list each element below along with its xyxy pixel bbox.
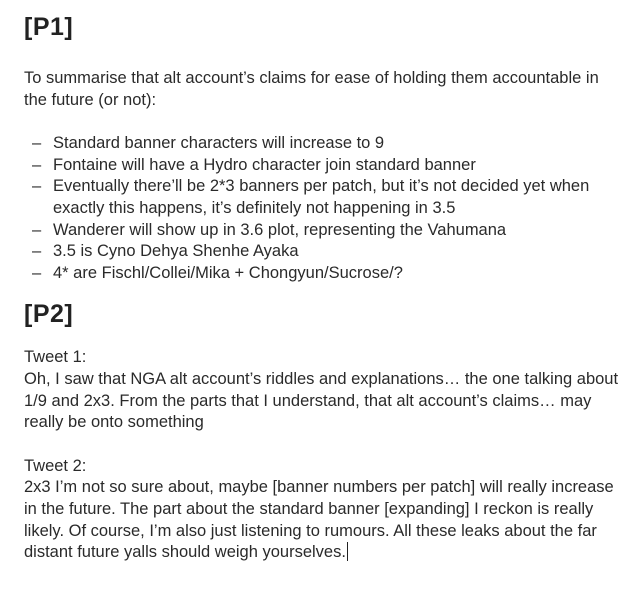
list-item: [24, 241, 614, 263]
list-item: [24, 176, 614, 219]
tweet-1-text: Oh, I saw that NGA alt account’s riddles and explanations… the one talking about 1/9 and 2x3. From the parts that I understand, that alt account’s claims… may really be onto something: [24, 369, 619, 432]
dash-bullet: –: [32, 177, 42, 196]
section-heading-p1: [P1]: [24, 13, 74, 41]
list-item: [24, 155, 614, 177]
claims-list: [24, 133, 614, 284]
list-item-text: 3.5 is Cyno Dehya Shenhe Ayaka: [53, 242, 299, 261]
intro-paragraph: To summarise that alt account’s claims for ease of holding them accountable in the future (or not):: [24, 69, 599, 109]
list-item-text: 4* are Fischl/Collei/Mika + Chongyun/Sucrose/?: [53, 263, 403, 282]
tweet-1-label: Tweet 1:: [24, 348, 87, 367]
list-item: [24, 220, 614, 242]
text-cursor: [347, 542, 348, 561]
list-item-text: Fontaine will have a Hydro character join standard banner: [53, 155, 476, 174]
dash-bullet: –: [32, 220, 42, 239]
tweet-2-label: Tweet 2:: [24, 456, 87, 475]
list-item: [24, 133, 614, 155]
dash-bullet: –: [32, 242, 42, 261]
section-heading-p2: [P2]: [24, 300, 74, 329]
list-item-text: Standard banner characters will increase to 9: [53, 134, 385, 153]
list-item: [24, 263, 614, 285]
dash-bullet: –: [32, 263, 42, 282]
dash-bullet: –: [32, 155, 42, 174]
list-item-text: Eventually there’ll be 2*3 banners per patch, but it’s not decided yet when exactly this happens, it’s definitely not happening in 3.5: [53, 177, 590, 217]
list-item-text: Wanderer will show up in 3.6 plot, representing the Vahumana: [53, 220, 507, 239]
tweet-2-text: 2x3 I’m not so sure about, maybe [banner numbers per patch] will really increase in the future. The part about the standard banner [expanding] I reckon is really likely. Of course, I’m also just listening to rumours. All these leaks about the far distant future yalls should weigh yourselves.: [24, 478, 614, 562]
dash-bullet: –: [32, 134, 42, 153]
tweet-2-paragraph[interactable]: [24, 477, 620, 563]
